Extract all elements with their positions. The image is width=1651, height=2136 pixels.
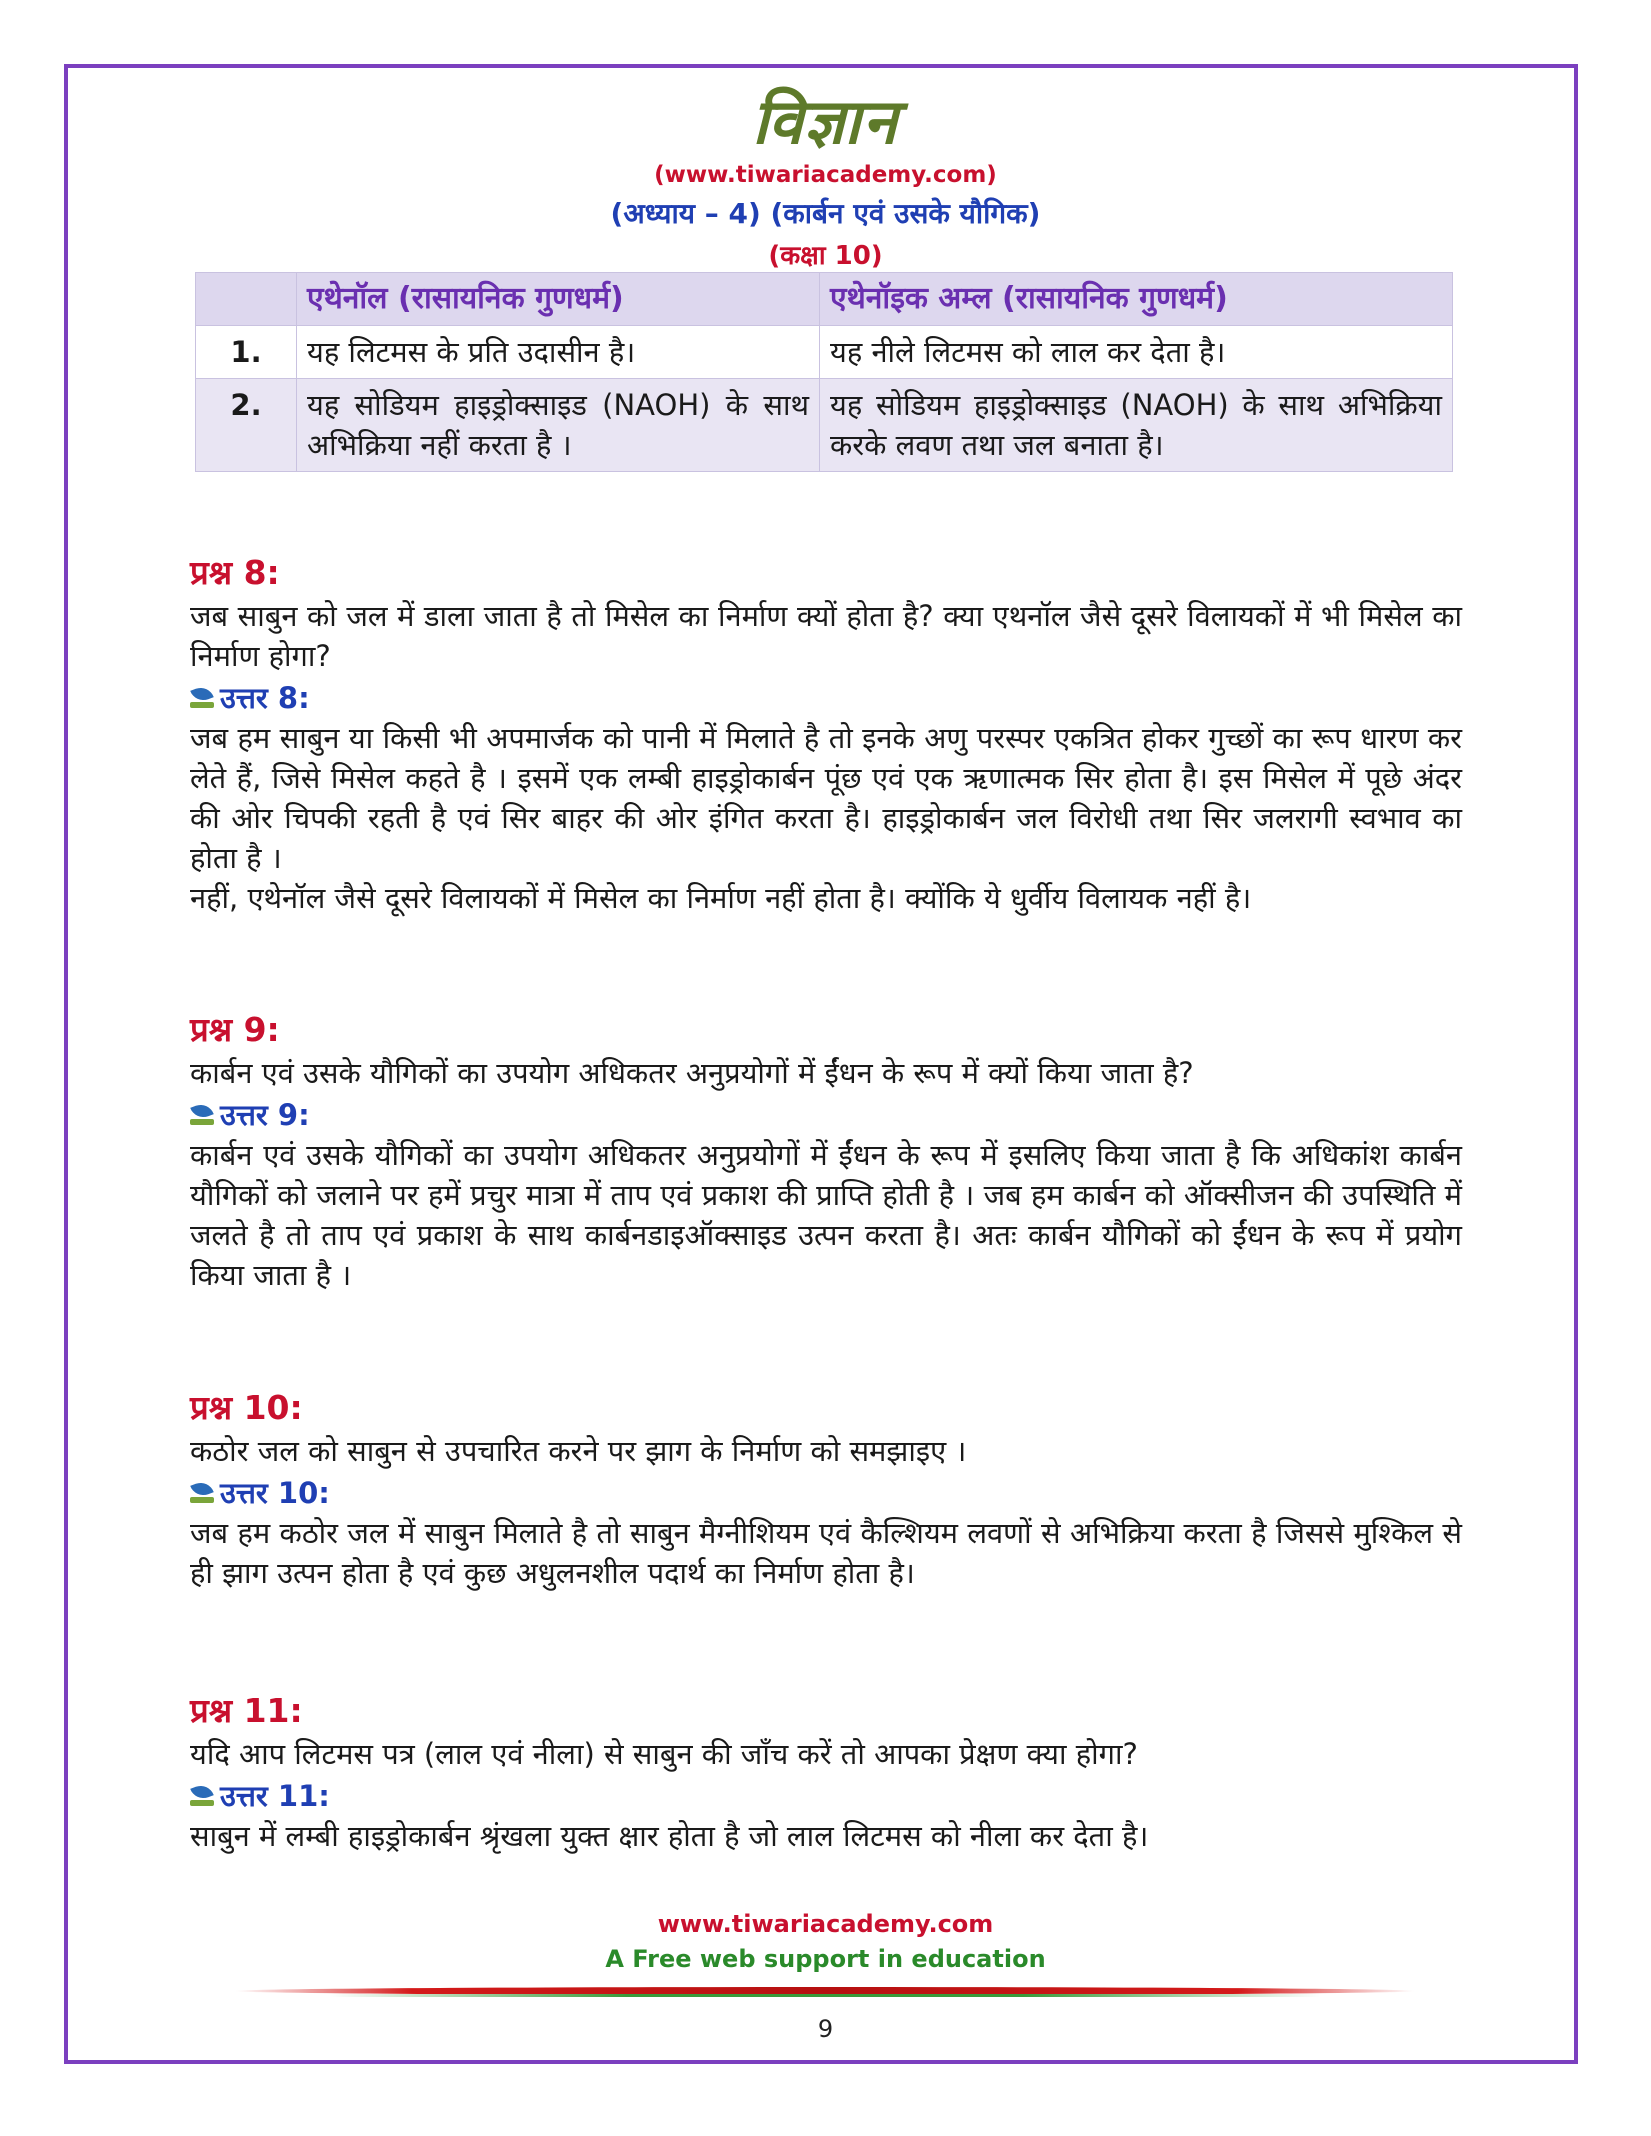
leaf-logo-icon [190,1482,216,1504]
table-header-row [196,273,1453,326]
answer-label-text: उत्तर 10: [220,1476,330,1510]
question-label: प्रश्न 8: [190,553,280,592]
answer-label [190,1095,1462,1135]
qa-block-8 [190,550,1462,918]
footer-divider-accent [330,1994,1320,1997]
answer-label-text: उत्तर 8: [220,681,310,715]
question-label: प्रश्न 11: [190,1691,303,1730]
table-header-ethanoic-acid: एथेनॉइक अम्ल (रासायनिक गुणधर्म) [820,273,1453,326]
answer-label [190,1776,1462,1816]
answer-label [190,678,1462,718]
question-text: कार्बन एवं उसके यौगिकों का उपयोग अधिकतर अनुप्रयोगों में ईंधन के रूप में क्यों किया जाता है? [190,1056,1194,1090]
answer-text: जब हम कठोर जल में साबुन मिलाते है तो साबुन मैग्नीशियम एवं कैल्शियम लवणों से अभिक्रिया करता है जिससे मुश्किल से ही झाग उत्पन होता है एवं कुछ अधुलनशील पदार्थ का निर्माण होता है। [190,1516,1462,1590]
question-text: यदि आप लिटमस पत्र (लाल एवं नीला) से साबुन की जाँच करें तो आपका प्रेक्षण क्या होगा? [190,1737,1138,1771]
table-cell-num: 1. [196,326,297,379]
qa-block-11 [190,1688,1462,1856]
table-cell-ethanol: यह सोडियम हाइड्रोक्साइड (NAOH) के साथ अभिक्रिया नहीं करता है । [297,379,820,472]
question-text: जब साबुन को जल में डाला जाता है तो मिसेल का निर्माण क्यों होता है? क्या एथनॉल जैसे दूसरे विलायकों में भी मिसेल का निर्माण होगा? [190,599,1462,673]
page-number: 9 [817,2015,834,2043]
table-row [196,379,1453,472]
answer-text: साबुन में लम्बी हाइड्रोकार्बन श्रृंखला युक्त क्षार होता है जो लाल लिटमस को नीला कर देता है। [190,1819,1149,1853]
table-row [196,326,1453,379]
answer-text: जब हम साबुन या किसी भी अपमार्जक को पानी में मिलाते है तो इनके अणु परस्पर एकत्रित होकर गुच्छों का रूप धारण कर लेते हैं, जिसे मिसेल कहते है । इसमें एक लम्बी हाइड्रोकार्बन पूंछ एवं एक ऋणात्मक सिर होता है। इस मिसेल में पूछे अंदर की ओर चिपकी रहती है एवं सिर बाहर की ओर इंगित करता है। हाइड्रोकार्बन जल विरोधी तथा सिर जलरागी स्वभाव का होता है । [190,721,1462,875]
leaf-logo-icon [190,1785,216,1807]
leaf-logo-icon [190,687,216,709]
answer-text: कार्बन एवं उसके यौगिकों का उपयोग अधिकतर अनुप्रयोगों में ईंधन के रूप में इसलिए किया जाता है कि अधिकांश कार्बन यौगिकों को जलाने पर हमें प्रचुर मात्रा में ताप एवं प्रकाश की प्राप्ति होती है । जब हम कार्बन को ऑक्सीजन की उपस्थिति में जलते है तो ताप एवं प्रकाश के साथ कार्बनडाइऑक्साइड उत्पन करता है। अतः कार्बन यौगिकों को ईंधन के रूप में प्रयोग किया जाता है । [190,1138,1462,1292]
qa-block-10 [190,1385,1462,1593]
table-header-num [196,273,297,326]
footer-website-link[interactable]: www.tiwariacademy.com [657,1910,994,1938]
question-text: कठोर जल को साबुन से उपचारित करने पर झाग के निर्माण को समझाइए । [190,1434,967,1468]
leaf-logo-icon [190,1104,216,1126]
answer-label-text: उत्तर 9: [220,1098,310,1132]
answer-label [190,1473,1462,1513]
header-website[interactable]: (www.tiwariacademy.com) [654,162,997,188]
question-label: प्रश्न 10: [190,1388,303,1427]
question-label: प्रश्न 9: [190,1010,280,1049]
table-cell-num: 2. [196,379,297,472]
table-header-ethanol: एथेनॉल (रासायनिक गुणधर्म) [297,273,820,326]
qa-block-9 [190,1007,1462,1295]
properties-table [195,272,1453,472]
chapter-heading: (अध्याय – 4) (कार्बन एवं उसके यौगिक) [610,197,1041,230]
answer-label-text: उत्तर 11: [220,1779,330,1813]
page-title: विज्ञान [752,85,899,158]
table-cell-ethanoic-acid: यह सोडियम हाइड्रोक्साइड (NAOH) के साथ अभिक्रिया करके लवण तथा जल बनाता है। [820,379,1453,472]
answer-text: नहीं, एथेनॉल जैसे दूसरे विलायकों में मिसेल का निर्माण नहीं होता है। क्योंकि ये धुर्वीय विलायक नहीं है। [190,881,1252,915]
class-label: (कक्षा 10) [768,241,883,271]
table-cell-ethanoic-acid: यह नीले लिटमस को लाल कर देता है। [820,326,1453,379]
table-cell-ethanol: यह लिटमस के प्रति उदासीन है। [297,326,820,379]
footer-tagline: A Free web support in education [605,1945,1046,1973]
